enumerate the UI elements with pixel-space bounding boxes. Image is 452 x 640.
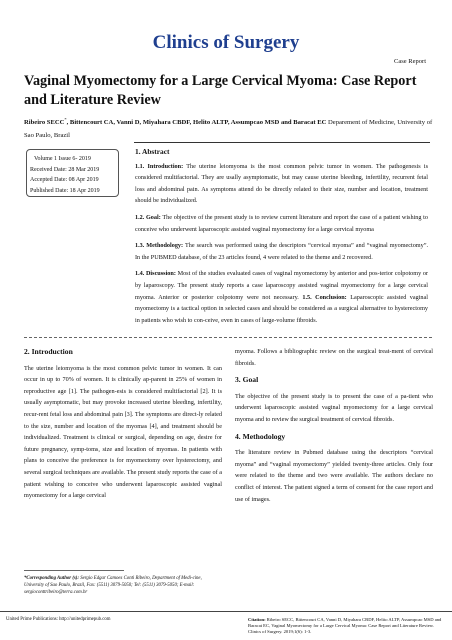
introduction-paragraph: The uterine leiomyoma is the most common pelvic tumor in women. It can occur in up to 70% of women. It is clinically ap-parent in 25% of women in reproductive age [1]. The pathogen-esis is considered multifactorial [2]. It is usually asymptomatic, but may provoke increased uterine bleeding, infertility, recur-rent fetal loss and abdominal pain [3]. The symptoms are direct-ly related to the size, number and location of the myomas [4], and treatment should be individualized. Treatment is clinical or surgical, depending on age, desire for future pregnancy, symp-toms, size and location of myomas. In patients with plans to conceive the preference is for myomectomy over hysterectomy, and several surgical techniques are available. The present study reports the case of a patient wishing to conceive who underwent laparoscopic assisted vaginal myomectomy for a large cervical — [24, 364, 222, 500]
goal-paragraph: The objective of the present study is to present the case of a pa-tient who underwent laparoscopic assisted vaginal myomectomy for a large cervical myoma and to review the surgical treatment of cervical fibroids. — [235, 392, 433, 423]
corresponding-author: Ribeiro SECC — [24, 119, 65, 127]
abstract-methodology: 1.3. Methodology: The search was performed using the descriptors “cervical myoma” and “vaginal myomectomy”. In the PUBMED database, of the 23 articles found, 4 were related to the theme and 2 recovered. — [135, 242, 429, 261]
introduction-continued: myoma. Follows a bibliographic review on the surgical treat-ment of cervical fibroids. — [235, 348, 433, 367]
methodology-heading: 4. Methodology — [235, 431, 286, 441]
footnote-rule — [24, 570, 124, 571]
abstract-heading: 1. Abstract — [135, 147, 170, 156]
article-type-label: Case Report — [394, 58, 426, 65]
co-authors: , Bittencourt CA, Vanni D, Miyahara CBDF, Helito ALTP, Assumpcao MSD and Baracat EC — [66, 119, 327, 127]
published-date: Published Date: 18 Apr 2019 — [30, 187, 100, 194]
volume-issue: Volume 1 Issue 6- 2019 — [34, 156, 91, 162]
abstract-discussion: 1.4. Discussion: Most of the studies evaluated cases of vaginal myomectomy by anterior and pos-terior colpotomy or by laparoscopy. The present study reports a case laparoscopy assisted vaginal myomectomy for a large cervical myoma. Anterior or posterior colpotomy were not necessary. 1.5. Conclusion: Laparoscopic assisted vaginal myomectomy is a tactical option in selected cases and should be considered as a surgical alternative to hysterectomy in patients who wish to con-ceive, even in cases of large-volume fibroids. — [135, 270, 428, 324]
methodology-paragraph: The literature review in Pubmed database using the descriptors “cervical myoma” and “vaginal myomectomy” yielded twenty-three articles. Only four were related to the theme and two were available. The authors declare no conflict of interest. The patient signed a term of consent for the case report and use of images. — [235, 449, 433, 503]
introduction-heading: 2. Introduction — [24, 347, 73, 356]
author-list: Ribeiro SECC*, Bittencourt CA, Vanni D, Miyahara CBDF, Helito ALTP, Assumpcao MSD and Baracat EC Deparement of Medicine, University of Sao Paulo, Brazil — [24, 117, 433, 140]
corresponding-author-note: *Corresponding Author (s): Sergio Edgar Camoes Conti Ribeiro, Department of Medi-cine, University of Sao Paulo, Brazil, Fax: (5511) 3079-5050; Tel: (5511) 3079-5050; E-mail: sergioconttribeiro@terra.com.br — [24, 576, 202, 595]
header-divider — [134, 142, 430, 143]
received-date: Received Date: 28 Mar 2019 — [30, 166, 100, 173]
goal-heading: 3. Goal — [235, 375, 259, 385]
body-right-column — [235, 346, 433, 510]
article-title: Vaginal Myomectomy for a Large Cervical Myoma: Case Report and Literature Review — [24, 73, 417, 108]
affiliation: Deparement of Medicine, University of Sao Paulo, Brazil — [24, 119, 433, 140]
section-divider — [24, 337, 432, 338]
journal-name: Clinics of Surgery — [152, 32, 300, 53]
abstract-section — [135, 146, 428, 331]
publisher-link[interactable]: United Prime Publications: http://unitedprimepub.com — [6, 617, 111, 622]
abstract-introduction: 1.1. Introduction: The uterine leiomyoma is the most common pelvic tumor in women. The pathogenesis is considered multifactorial. They are usally asymptomatic, but may cause uterine bleeding, infertility, recurrent fetal loss and abdominal pain. As symptoms attend do be directly related to their size, number and location, treatment should be individualized. — [135, 162, 428, 205]
abstract-goal: 1.2. Goal: The objective of the present study is to review current literature and report the case of a patient wishing to conceive who underwent laparoscopic assisted vaginal myomectomy for a large cervical myoma — [135, 213, 429, 233]
citation: Citation: Ribeiro SECC, Bittencourt CA, Vanni D, Miyahara CBDF, Helito ALTP, Assumpcao MSD and Baracat EC, Vaginal Myomectomy for a Large Cervical Myoma: Case Report and Literature Review. Clinics of Surgery. 2019;1(6): 1-3. — [248, 617, 442, 635]
body-left-column — [24, 346, 222, 507]
article-info-box — [26, 149, 119, 197]
accepted-date: Accepted Date: 08 Apr 2019 — [30, 177, 99, 183]
footer-divider — [0, 611, 452, 612]
